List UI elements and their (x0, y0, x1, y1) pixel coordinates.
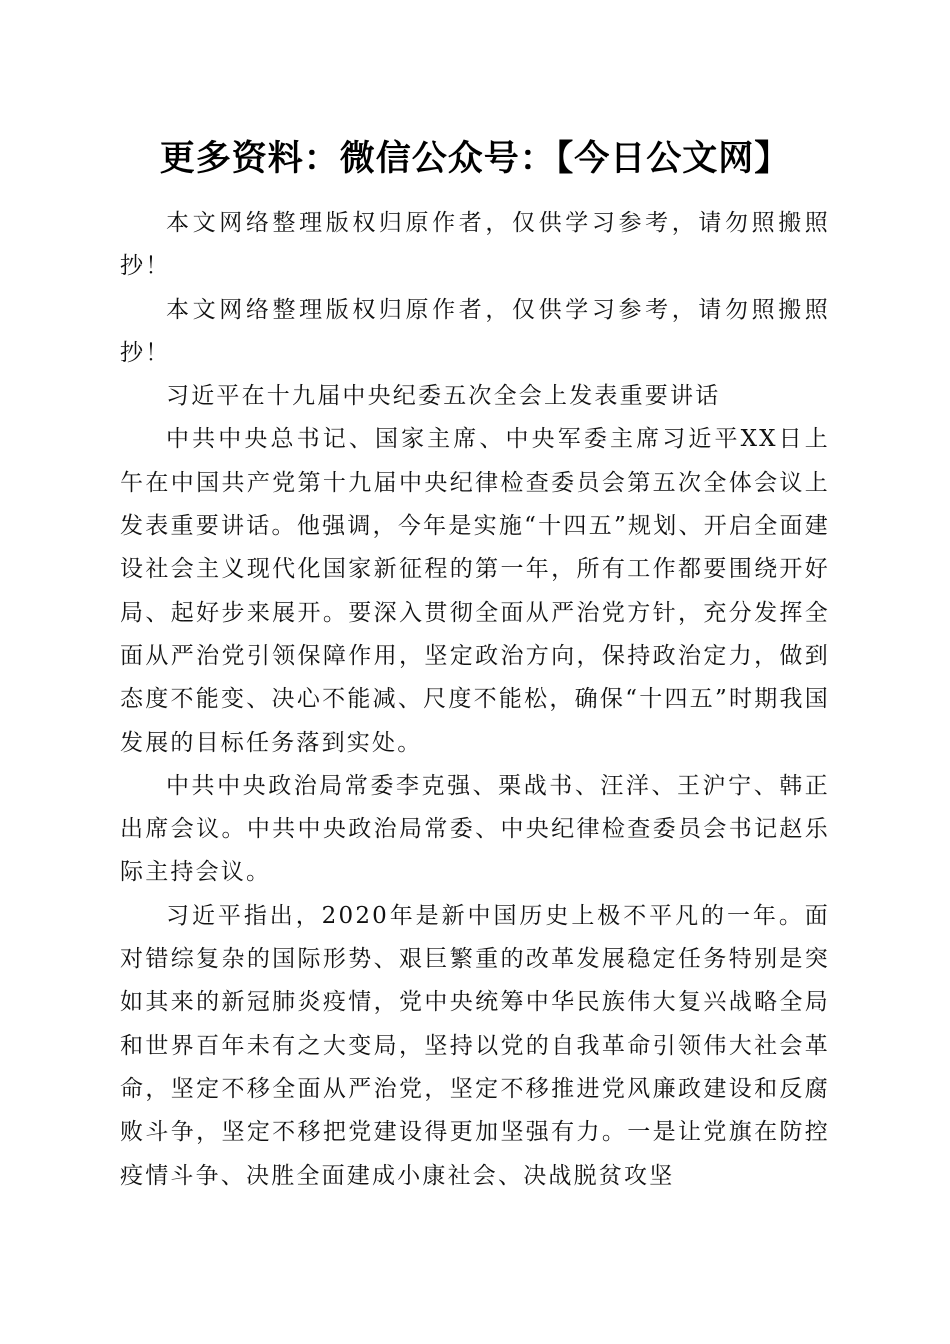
body-paragraph: 中共中央总书记、国家主席、中央军委主席习近平XX日上午在中国共产党第十九届中央纪律检查委员会第五次全体会议上发表重要讲话。他强调，今年是实施“十四五”规划、开启全面建设社会主义现代化国家新征程的第一年，所有工作都要围绕开好局、起好步来展开。要深入贯彻全面从严治党方针，充分发挥全面从严治党引领保障作用，坚定政治方向，保持政治定力，做到态度不能变、决心不能减、尺度不能松，确保“十四五”时期我国发展的目标任务落到实处。 (120, 426, 830, 756)
body-paragraph: 习近平指出，2020年是新中国历史上极不平凡的一年。面对错综复杂的国际形势、艰巨繁重的改革发展稳定任务特别是突如其来的新冠肺炎疫情，党中央统筹中华民族伟大复兴战略全局和世界百年未有之大变局，坚持以党的自我革命引领伟大社会革命，坚定不移全面从严治党，坚定不移推进党风廉政建设和反腐败斗争，坚定不移把党建设得更加坚强有力。一是让党旗在防控疫情斗争、决胜全面建成小康社会、决战脱贫攻坚 (120, 902, 830, 1189)
copyright-notice: 本文网络整理版权归原作者，仅供学习参考，请勿照搬照抄！ (120, 210, 830, 280)
copyright-notice: 本文网络整理版权归原作者，仅供学习参考，请勿照搬照抄！ (120, 296, 830, 366)
body-paragraph: 中共中央政治局常委李克强、栗战书、汪洋、王沪宁、韩正出席会议。中共中央政治局常委、中央纪律检查委员会书记赵乐际主持会议。 (120, 772, 830, 886)
article-title: 习近平在十九届中央纪委五次全会上发表重要讲话 (166, 383, 721, 410)
page-header-title: 更多资料：微信公众号：【今日公文网】 (159, 139, 791, 179)
document-body (120, 202, 830, 1198)
